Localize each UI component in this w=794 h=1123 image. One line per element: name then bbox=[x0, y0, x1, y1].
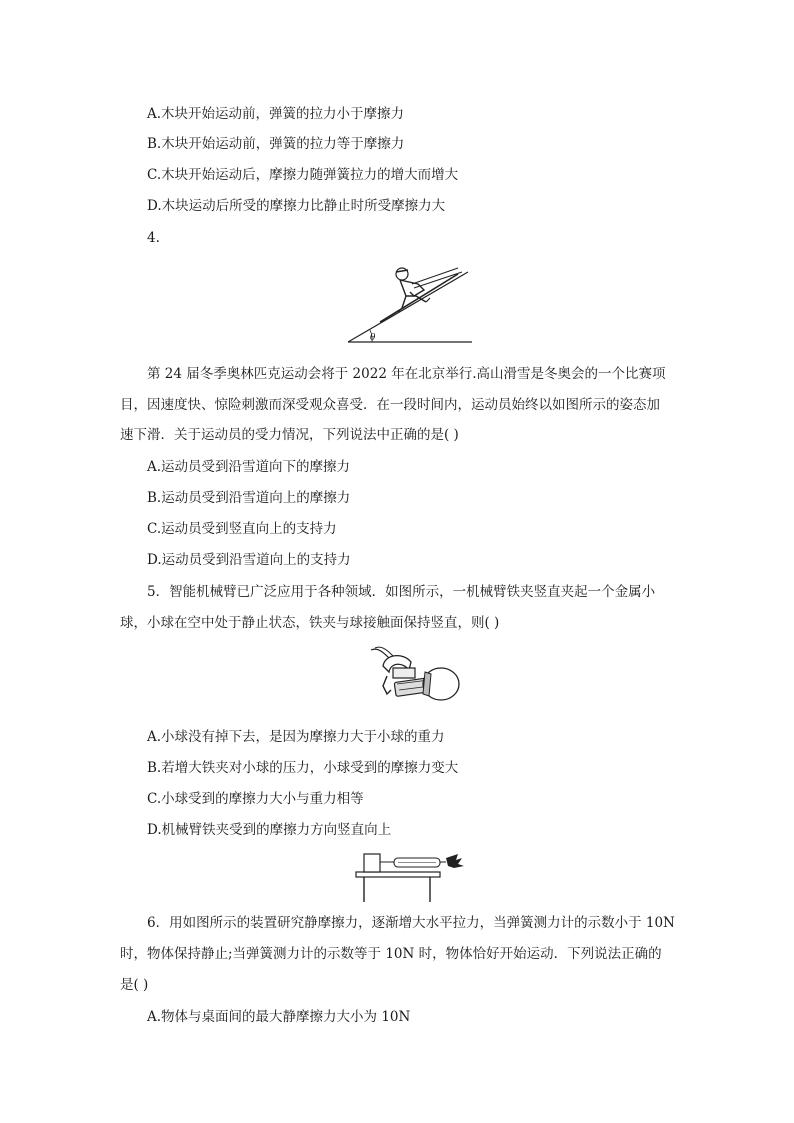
q6-stem-line-3: 是( ) bbox=[120, 977, 149, 993]
skier-figure bbox=[340, 262, 480, 346]
q3-option-c: C.木块开始运动后，摩擦力随弹簧拉力的增大而增大 bbox=[147, 167, 459, 183]
q4-option-d: D.运动员受到沿雪道向上的支持力 bbox=[147, 552, 351, 568]
spring-scale-figure bbox=[354, 848, 474, 906]
q5-option-a: A.小球没有掉下去，是因为摩擦力大于小球的重力 bbox=[147, 729, 445, 745]
q5-option-d: D.机械臂铁夹受到的摩擦力方向竖直向上 bbox=[147, 822, 392, 838]
robot-arm-figure bbox=[365, 644, 465, 706]
q4-number: 4. bbox=[147, 230, 160, 246]
q5-stem-line-1: 5．智能机械臂已广泛应用于各种领域．如图所示，一机械臂铁夹竖直夹起一个金属小 bbox=[147, 584, 656, 600]
q6-stem-line-2: 时，物体保持静止;当弹簧测力计的示数等于 10N 时，物体恰好开始运动．下列说法正确的 bbox=[120, 946, 662, 962]
q4-option-a: A.运动员受到沿雪道向下的摩擦力 bbox=[147, 459, 351, 475]
q4-option-b: B.运动员受到沿雪道向上的摩擦力 bbox=[147, 490, 351, 506]
q4-option-c: C.运动员受到竖直向上的支持力 bbox=[147, 521, 337, 537]
q3-option-d: D.木块运动后所受的摩擦力比静止时所受摩擦力大 bbox=[147, 198, 446, 214]
q5-stem-line-2: 球，小球在空中处于静止状态，铁夹与球接触面保持竖直，则( ) bbox=[120, 615, 500, 631]
q4-stem-line-3: 速下滑．关于运动员的受力情况，下列说法中正确的是( ) bbox=[120, 427, 459, 443]
angle-label: θ bbox=[370, 333, 376, 343]
q3-option-b: B.木块开始运动前，弹簧的拉力等于摩擦力 bbox=[147, 136, 405, 152]
q5-option-b: B.若增大铁夹对小球的压力，小球受到的摩擦力变大 bbox=[147, 760, 459, 776]
q4-stem-line-2: 目，因速度快、惊险刺激而深受观众喜受．在一段时间内，运动员始终以如图所示的姿态加 bbox=[120, 397, 660, 413]
q3-option-a: A.木块开始运动前，弹簧的拉力小于摩擦力 bbox=[147, 106, 405, 122]
q6-option-a: A.物体与桌面间的最大静摩擦力大小为 10N bbox=[147, 1009, 411, 1025]
q4-stem-line-1: 第 24 届冬季奥林匹克运动会将于 2022 年在北京举行.高山滑雪是冬奥会的一个比赛项 bbox=[147, 366, 666, 382]
q6-stem-line-1: 6．用如图所示的装置研究静摩擦力，逐渐增大水平拉力，当弹簧测力计的示数小于 10N bbox=[147, 915, 675, 931]
q5-option-c: C.小球受到的摩擦力大小与重力相等 bbox=[147, 791, 364, 807]
